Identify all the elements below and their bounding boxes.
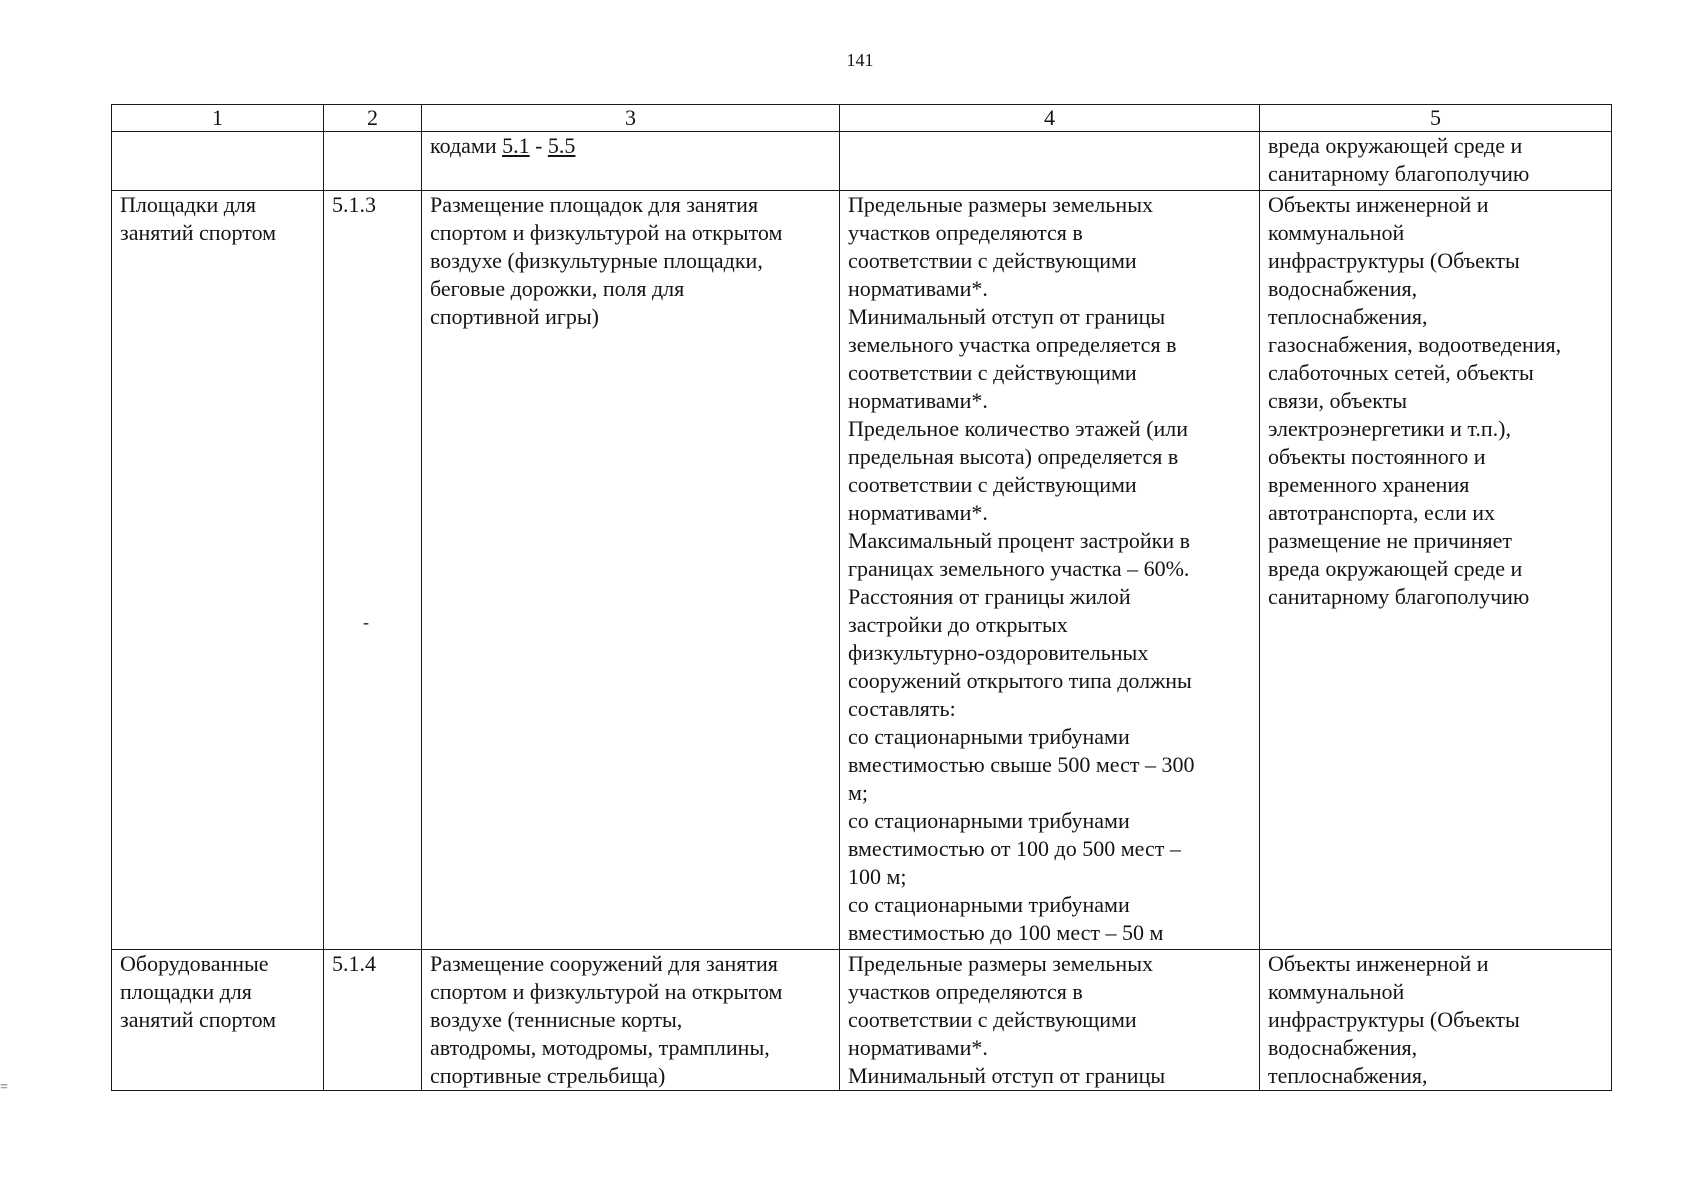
- header-col-3: 3: [422, 105, 840, 132]
- cont-description-cell: [422, 132, 840, 191]
- scan-edge-mark: =: [0, 1080, 8, 1095]
- table-row: [112, 191, 1612, 950]
- continuation-row: [112, 132, 1612, 191]
- cont-ancillary-cell: вреда окружающей среде и санитарному благополучию: [1260, 132, 1612, 191]
- stray-dash-mark: -: [363, 612, 369, 632]
- header-col-5: 5: [1260, 105, 1612, 132]
- use-description-cell: Размещение площадок для занятия спортом и физкультурой на открытом воздухе (физкультурные площадки, беговые дорожки, поля для спортивной игры): [422, 191, 840, 950]
- code-link-5-1[interactable]: 5.1: [502, 133, 530, 158]
- use-parameters-cell: Предельные размеры земельных участков определяются в соответствии с действующими нормативами*. Минимальный отступ от границы: [840, 950, 1260, 1091]
- use-name-cell: Оборудованные площадки для занятий спортом: [112, 950, 324, 1091]
- cont-separator: -: [529, 133, 548, 158]
- use-code-cell: 5.1.4: [324, 950, 422, 1091]
- table-row: [112, 950, 1612, 1091]
- header-col-1: 1: [112, 105, 324, 132]
- use-description-cell: Размещение сооружений для занятия спортом и физкультурой на открытом воздухе (теннисные корты, автодромы, мотодромы, трамплины, спортивные стрельбища): [422, 950, 840, 1091]
- code-link-5-5[interactable]: 5.5: [547, 133, 576, 158]
- use-ancillary-cell: Объекты инженерной и коммунальной инфраструктуры (Объекты водоснабжения, теплоснабжения, газоснабжения, водоотведения, слаботочных сетей, объекты связи, объекты электроэнергетики и т.п.), объекты постоянного и временного хранения автотранспорта, если их размещение не причиняет вреда окружающей среде и санитарному благополучию: [1260, 191, 1612, 950]
- header-col-2: 2: [324, 105, 422, 132]
- cont-code-cell: [324, 132, 422, 191]
- use-parameters-cell: Предельные размеры земельных участков определяются в соответствии с действующими нормативами*. Минимальный отступ от границы земельного участка определяется в соответствии с действующими нормативами*. Предельное количество этажей (или предельная высота) определяется в соответствии с действующими нормативами*. Максимальный процент застройки в границах земельного участка – 60%. Расстояния от границы жилой застройки до открытых физкультурно-оздоровительных сооружений открытого типа должны составлять: со стационарными трибунами вместимостью свыше 500 мест – 300 м; со стационарными трибунами вместимостью от 100 до 500 мест – 100 м; со стационарными трибунами вместимостью до 100 мест – 50 м: [840, 191, 1260, 950]
- use-code-cell: 5.1.3: [324, 191, 422, 950]
- page-number: 141: [846, 50, 874, 70]
- header-row: [112, 105, 1612, 132]
- cont-prefix: кодами: [430, 133, 503, 158]
- cont-parameters-cell: [840, 132, 1260, 191]
- use-ancillary-cell: Объекты инженерной и коммунальной инфраструктуры (Объекты водоснабжения, теплоснабжения,: [1260, 950, 1612, 1091]
- zoning-table: [111, 104, 1612, 1091]
- header-col-4: 4: [840, 105, 1260, 132]
- cont-name-cell: [112, 132, 324, 191]
- use-name-cell: Площадки для занятий спортом: [112, 191, 324, 950]
